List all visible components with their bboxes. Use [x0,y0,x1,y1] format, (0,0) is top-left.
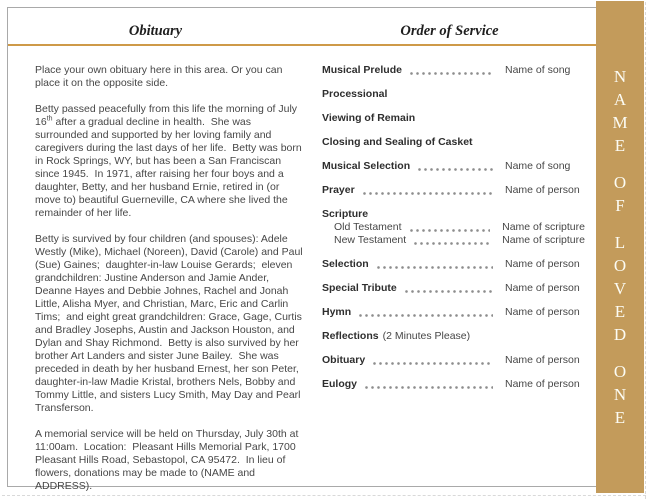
sidebar-letter: F [615,196,625,215]
dot-leader [373,362,493,366]
service-item-selection [322,258,585,271]
service-item-label: Hymn [322,306,352,318]
service-item-closing-casket [322,136,585,149]
sidebar-letter: E [614,302,626,321]
sidebar-letter: V [613,279,627,298]
dot-leader [410,229,491,233]
service-item-note: (2 Minutes Please) [382,330,471,342]
service-item-musical-prelude [322,64,585,77]
dot-leader [414,242,490,246]
obituary-text: Betty passed peacefully from this life the morning of July 16 [35,103,300,128]
service-item-label: Selection [322,258,369,270]
service-item-value: Name of person [505,378,580,390]
order-of-service-heading: Order of Service [400,23,499,39]
service-item-value: Name of person [505,184,580,196]
obituary-text-block [35,64,305,501]
canvas-edge-right [645,2,646,499]
service-subitem-label: New Testament [334,234,407,246]
service-item-eulogy [322,378,585,391]
service-item-label: Musical Selection [322,160,411,172]
sidebar-letter: M [612,113,628,132]
service-item-label: Special Tribute [322,282,397,294]
service-item-viewing-of-remain [322,112,585,125]
order-of-service-list [322,64,585,402]
service-item-value: Name of person [505,354,580,366]
service-item-label: Obituary [322,354,366,366]
dot-leader [363,192,493,196]
service-item-label: Eulogy [322,378,358,390]
service-item-scripture [322,208,585,221]
service-item-processional [322,88,585,101]
sidebar-letter: D [613,325,627,344]
service-item-value: Name of person [505,306,580,318]
header-divider-line [8,44,596,46]
sidebar-letter: N [613,67,627,86]
obituary-paragraph-service-info: A memorial service will be held on Thursday, July 30th at 11:00am. Location: Pleasant Hills Memorial Park, 1700 Pleasant Hills Road, Sebastopol, CA 95472. In lieu of flowers, donations may be made to (NAME and ADDRESS). [35,428,302,492]
dot-leader [359,314,493,318]
sidebar-letter: A [613,90,627,109]
service-item-musical-selection [322,160,585,173]
sidebar-letter: N [613,385,627,404]
service-item-reflections [322,330,585,343]
sidebar-letter: E [614,136,626,155]
service-subitem-label: Old Testament [334,221,402,233]
service-item-label: Scripture [322,208,369,220]
service-item-label: Prayer [322,184,355,196]
service-item-label: Closing and Sealing of Casket [322,136,473,148]
service-item-new-testament [322,234,585,247]
sidebar-vertical-text [596,1,644,493]
service-item-label: Processional [322,88,388,100]
obituary-paragraph-life [35,103,305,220]
sidebar-letter: O [613,362,627,381]
obituary-paragraph-survivors: Betty is survived by four children (and spouses): Adele Westly (Mike), Michael (Noreen), David (Carole) and Paul (Sue) Gaines; daughter-in-law Louise Gerards; eleven grandchildren: Justine Anderson and Jamie Ander, Deanne Hayes and Debbie Johnes, Rachel and Jonah Little, Alisha Myer, and Christian, Marc, Eric and Carlin Tims; and eight great grandchildren: Grace, Gage, Curtis and Bradley Josephs, Austin and Jackson Houston, and Dylan and Shay Richmond. Betty is also survived by her brother Art Landers and sister June Bailey. She was preceded in death by her husband Ernest, her son Peter, daughter-in-law Madie Kristal, brothers Nels, Bobby and Tommy Little, and sisters Lucy Smith, May Day and Pearl Transferson. [35,233,306,414]
dot-leader [410,72,493,76]
obituary-text: after a gradual decline in health. She was surrounded and supported by her loving family and caregivers during the last days of her life. Betty was born in Rock Springs, WY, but has been a San Franciscan since 1945. In 1971, after raising her four boys and a daughter, Betty, and her husband Ernie, retired in (or move to) beautiful Guerneville, CA where she lived the remainder of her life. [35,116,305,219]
sidebar-letter: O [613,256,627,275]
sidebar-letter: E [614,408,626,427]
service-item-old-testament [322,221,585,234]
service-item-label: Musical Prelude [322,64,402,76]
dot-leader [377,266,493,270]
sidebar-letter: L [614,233,626,252]
dot-leader [405,290,493,294]
dot-leader [418,168,493,172]
service-item-value: Name of person [505,258,580,270]
service-subitem-value: Name of scripture [502,221,585,233]
service-item-label: Reflections [322,330,379,342]
obituary-paragraph-placeholder: Place your own obituary here in this area. Or you can place it on the opposite side. [35,64,286,89]
service-item-prayer [322,184,585,197]
service-item-label: Viewing of Remain [322,112,416,124]
sidebar-letter: O [613,173,627,192]
dot-leader [365,386,493,390]
service-item-hymn [322,306,585,319]
service-item-obituary [322,354,585,367]
service-item-special-tribute [322,282,585,295]
obituary-heading: Obituary [128,23,183,39]
ordinal-superscript: th [46,115,53,123]
service-item-value: Name of song [505,64,571,76]
service-item-value: Name of person [505,282,580,294]
service-item-value: Name of song [505,160,571,172]
service-subitem-value: Name of scripture [502,234,585,246]
